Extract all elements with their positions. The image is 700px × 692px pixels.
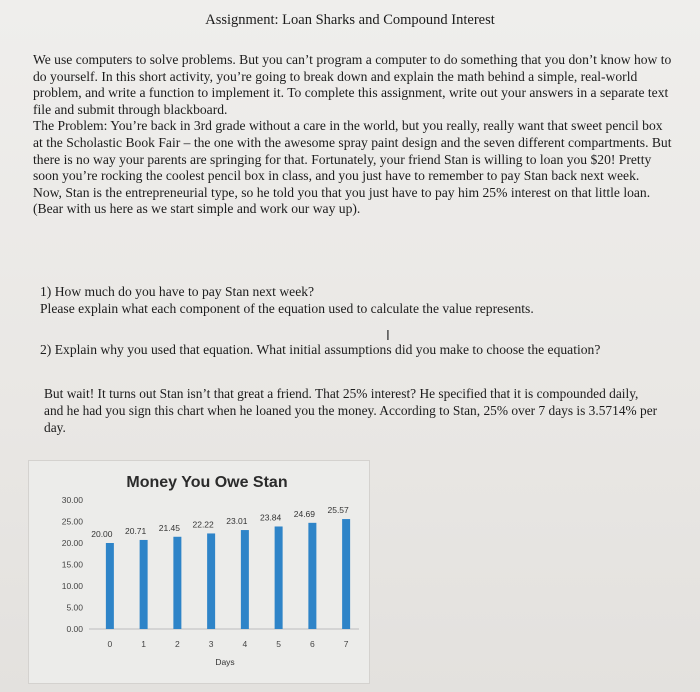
chart-bar xyxy=(207,533,215,629)
chart-bar xyxy=(308,523,316,629)
x-tick-label: 6 xyxy=(310,639,315,649)
interest-paragraph: Now, Stan is the entrepreneurial type, so he told you that you just have to pay him 25% interest on that little loan. (Bear with us here as we start simple and work our way up). xyxy=(33,184,651,217)
y-tick-label: 25.00 xyxy=(61,516,83,527)
chart-bar xyxy=(241,530,249,629)
y-tick-label: 5.00 xyxy=(66,602,83,613)
bar-data-label: 20.71 xyxy=(124,525,147,536)
text-cursor-icon: I xyxy=(386,329,390,344)
bar-data-label: 23.01 xyxy=(226,516,248,527)
x-tick-label: 7 xyxy=(343,639,349,649)
chart-svg xyxy=(29,461,369,683)
bar-data-label: 23.84 xyxy=(259,512,282,523)
bar-data-label: 21.45 xyxy=(158,522,181,533)
chart-bar xyxy=(140,540,148,629)
question-1 xyxy=(40,283,660,317)
y-tick-label: 20.00 xyxy=(61,538,83,548)
question-2-text: 2) Explain why you used that equation. What initial assumptions did you make to choose the equation? xyxy=(40,342,601,357)
bar-data-label: 24.69 xyxy=(293,508,316,519)
x-tick-label: 1 xyxy=(141,639,146,649)
y-tick-label: 10.00 xyxy=(61,581,83,591)
bar-data-label: 20.00 xyxy=(91,529,113,539)
bar-data-label: 22.22 xyxy=(192,519,214,530)
x-tick-label: 0 xyxy=(107,639,113,649)
bar-data-label: 25.57 xyxy=(327,505,349,516)
intro-paragraph: We use computers to solve problems. But you can’t program a computer to do something that you don’t know how to do yourself. In this short activity, you’re going to break down and explain the math behind a simple, real-world problem, and write a function to implement it. To complete this assignment, write out your answers in a separate text file and submit through blackboard. xyxy=(33,52,672,117)
x-tick-label: 5 xyxy=(276,639,281,649)
chart-title: Money You Owe Stan xyxy=(126,474,288,491)
chart-bar xyxy=(173,537,181,629)
problem-paragraph: The Problem: You’re back in 3rd grade without a care in the world, but you really, really want that sweet pencil box at the Scholastic Book Fair – the one with the awesome spray paint design and the seven different compartments. But there is no way your parents are springing for that. Fortunately, your friend Stan is willing to loan you $20! Pretty soon you’re rocking the coolest pencil box in class, and you just have to remember to pay Stan back next week. xyxy=(33,118,672,184)
y-tick-label: 0.00 xyxy=(66,624,83,634)
chart-bar xyxy=(342,519,350,629)
y-tick-label: 30.00 xyxy=(61,495,83,505)
question-2 xyxy=(40,341,660,358)
question-1-instruction: Please explain what each component of the equation used to calculate the value represents. xyxy=(40,301,534,316)
money-owed-chart xyxy=(28,460,370,684)
but-wait-paragraph: But wait! It turns out Stan isn’t that great a friend. That 25% interest? He specified that it is compounded daily, and he had you sign this chart when he loaned you the money. According to Stan, 25% over 7 days is 3.5714% per day. xyxy=(44,386,658,435)
question-1-text: 1) How much do you have to pay Stan next week? xyxy=(40,284,315,299)
x-tick-label: 3 xyxy=(208,639,214,649)
y-tick-label: 15.00 xyxy=(61,559,83,570)
x-axis-label: Days xyxy=(215,657,235,667)
page-title: Assignment: Loan Sharks and Compound Interest xyxy=(205,12,495,28)
x-tick-label: 4 xyxy=(242,639,248,649)
chart-bar xyxy=(106,543,114,629)
x-tick-label: 2 xyxy=(175,639,180,649)
chart-bar xyxy=(275,526,283,629)
intro-section xyxy=(33,52,673,218)
